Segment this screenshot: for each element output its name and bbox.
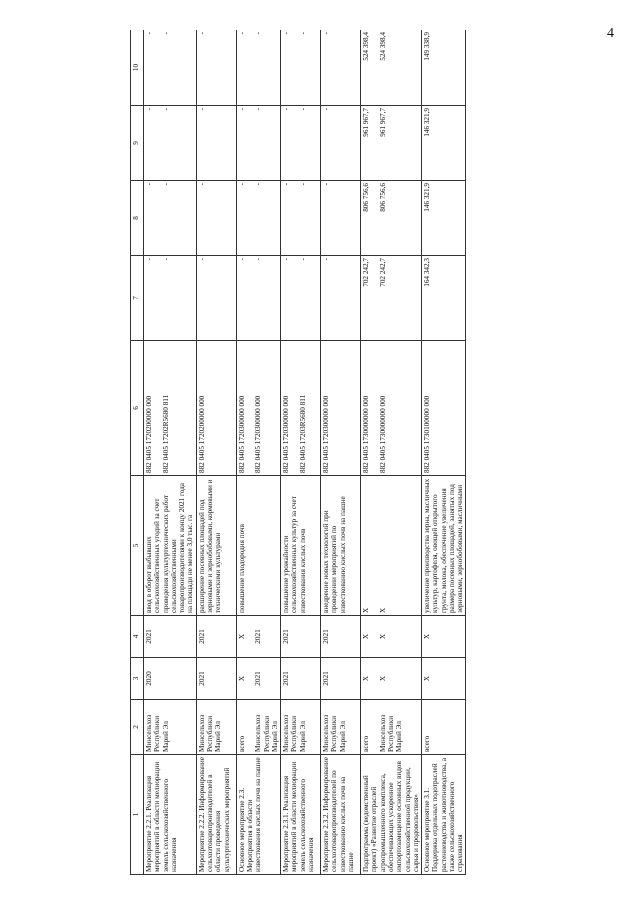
table-cell: - - xyxy=(236,30,280,106)
table-cell: Минсельхоз Республики Марий Эл xyxy=(321,700,361,755)
column-header: 5 xyxy=(131,476,144,616)
table-cell: Мероприятие 2.3.1. Реализация мероприятий в области мелиорации земель сельскохозяйственного назначения xyxy=(281,755,321,875)
table-cell: 146 321,9 xyxy=(422,181,466,256)
table-cell: - - xyxy=(236,106,280,181)
table-cell: всего Минсельхоз Республики Марий Эл xyxy=(236,700,280,755)
table-cell: 524 398,4 524 398,4 xyxy=(361,30,422,106)
table-cell: - - xyxy=(144,30,197,106)
table-cell: повышение урожайности сельскохозяйственных культур за счет известкования кислых почв xyxy=(281,476,321,616)
column-header: 8 xyxy=(131,181,144,256)
table-cell: - xyxy=(321,30,361,106)
table-cell: - - xyxy=(236,181,280,256)
table-cell: - - xyxy=(144,106,197,181)
table-cell: 164 342,3 xyxy=(422,256,466,341)
table-cell: 2021 xyxy=(321,616,361,658)
table-cell: 2020 xyxy=(144,658,197,700)
table-cell: - xyxy=(196,256,236,341)
table-cell: внедрение новых технологий при проведении мероприятий по известкованию кислых почв на пашне xyxy=(321,476,361,616)
table-cell: - xyxy=(321,256,361,341)
table-cell: всего xyxy=(422,700,466,755)
header-row xyxy=(131,30,144,875)
column-header: 2 xyxy=(131,700,144,755)
table-cell: X 2021 xyxy=(236,616,280,658)
table-cell: - xyxy=(321,106,361,181)
table-cell: 882 0405 1720300000 000 xyxy=(321,341,361,476)
table-cell: 149 338,9 xyxy=(422,30,466,106)
table-cell: 2021 xyxy=(281,658,321,700)
table-row xyxy=(422,30,466,875)
table-cell: 882 0405 1720300000 000 882 0405 1720300000 000 xyxy=(236,341,280,476)
column-header: 4 xyxy=(131,616,144,658)
table-cell: 146 321,9 xyxy=(422,106,466,181)
table-cell: 882 0405 1730000000 000 882 0405 1730000000 000 xyxy=(361,341,422,476)
table-body xyxy=(144,30,466,875)
table-row xyxy=(236,30,280,875)
table-cell: 882 0405 1720200000 000 xyxy=(196,341,236,476)
table-cell: X X xyxy=(361,616,422,658)
rotated-table-container xyxy=(130,30,620,875)
table-cell: Мероприятие 2.2.1. Реализация мероприятий в области мелиорации земель сельскохозяйственного назначения xyxy=(144,755,197,875)
table-cell: 961 967,7 961 967,7 xyxy=(361,106,422,181)
table-cell: - - xyxy=(144,256,197,341)
table-cell: 806 756,6 806 756,6 xyxy=(361,181,422,256)
table-cell: X xyxy=(422,616,466,658)
table-cell: - - xyxy=(281,181,321,256)
program-table xyxy=(130,30,466,875)
column-header: 10 xyxy=(131,30,144,106)
table-cell: Основное мероприятие 3.1. Поддержка отдельных подотраслей растениеводства и животноводства, а также сельскохозяйственного страхования xyxy=(422,755,466,875)
table-cell: Подпрограмма (ведомственный проект) «Развитие отраслей агропромышленного комплекса, обеспечивающих ускоренное импортозамещение основных видов сельскохозяйственной продукции, сырья и продовольствия» xyxy=(361,755,422,875)
table-cell: X xyxy=(422,658,466,700)
column-header: 9 xyxy=(131,106,144,181)
column-header: 3 xyxy=(131,658,144,700)
table-cell: 2021 xyxy=(196,658,236,700)
table-cell: 702 242,7 702 242,7 xyxy=(361,256,422,341)
table-cell: - xyxy=(196,181,236,256)
rotated-page-area xyxy=(130,30,620,875)
table-cell: Минсельхоз Республики Марий Эл xyxy=(144,700,197,755)
table-cell: - xyxy=(196,106,236,181)
table-cell: всего Минсельхоз Республики Марий Эл xyxy=(361,700,422,755)
table-cell: Минсельхоз Республики Марий Эл xyxy=(196,700,236,755)
table-cell: Мероприятие 2.2.2. Информирование сельхозтоваропроизводителей в области проведения культуртехнических мероприятий xyxy=(196,755,236,875)
table-cell: Минсельхоз Республики Марий Эл xyxy=(281,700,321,755)
table-cell: 882 0405 1720200000 000 882 0405 17202R5680 811 xyxy=(144,341,197,476)
page-number: 4 xyxy=(607,26,614,41)
table-cell: - - xyxy=(281,256,321,341)
table-cell: увеличение производства зерна, масличных культур, картофеля, овощей открытого грунта, молока, обеспечение увеличения размера посевных площадей, занятых под зерновыми, зернобобовыми, масличными xyxy=(422,476,466,616)
table-cell: 2021 xyxy=(196,616,236,658)
table-cell: ввод в оборот выбывших сельскохозяйственных угодий за счет проведения культуртехнических работ сельскохозяйственными товаропроизводителями к концу 2021 года на площади не менее 3,0 тыс. га xyxy=(144,476,197,616)
table-row xyxy=(321,30,361,875)
table-cell: расширение посевных площадей под зерновыми и зернобобовыми, кормовыми и техническими культурами xyxy=(196,476,236,616)
table-cell: - - xyxy=(281,30,321,106)
table-cell: 2021 xyxy=(321,658,361,700)
table-row xyxy=(361,30,422,875)
table-cell: 882 0405 1720300000 000 882 0405 17203R5680 811 xyxy=(281,341,321,476)
table-cell: Основное мероприятие 2.3. Мероприятия в области известкования кислых почв на пашне xyxy=(236,755,280,875)
table-cell: - - xyxy=(281,106,321,181)
table-row xyxy=(144,30,197,875)
table-cell: - xyxy=(196,30,236,106)
table-cell: повышение плодородия почв xyxy=(236,476,280,616)
table-cell: 2021 xyxy=(144,616,197,658)
table-cell: - - xyxy=(236,256,280,341)
table-cell: 882 0405 1730100000 000 xyxy=(422,341,466,476)
table-cell: Мероприятие 2.3.2. Информирование сельхозтоваропроизводителей по известкованию кислых почв на пашне xyxy=(321,755,361,875)
table-cell: X X xyxy=(361,658,422,700)
table-cell: - xyxy=(321,181,361,256)
table-cell: X 2021 xyxy=(236,658,280,700)
table-cell: X X xyxy=(361,476,422,616)
table-row xyxy=(196,30,236,875)
table-cell: - - xyxy=(144,181,197,256)
column-header: 7 xyxy=(131,256,144,341)
table-row xyxy=(281,30,321,875)
column-header: 1 xyxy=(131,755,144,875)
column-header: 6 xyxy=(131,341,144,476)
table-cell: 2021 xyxy=(281,616,321,658)
